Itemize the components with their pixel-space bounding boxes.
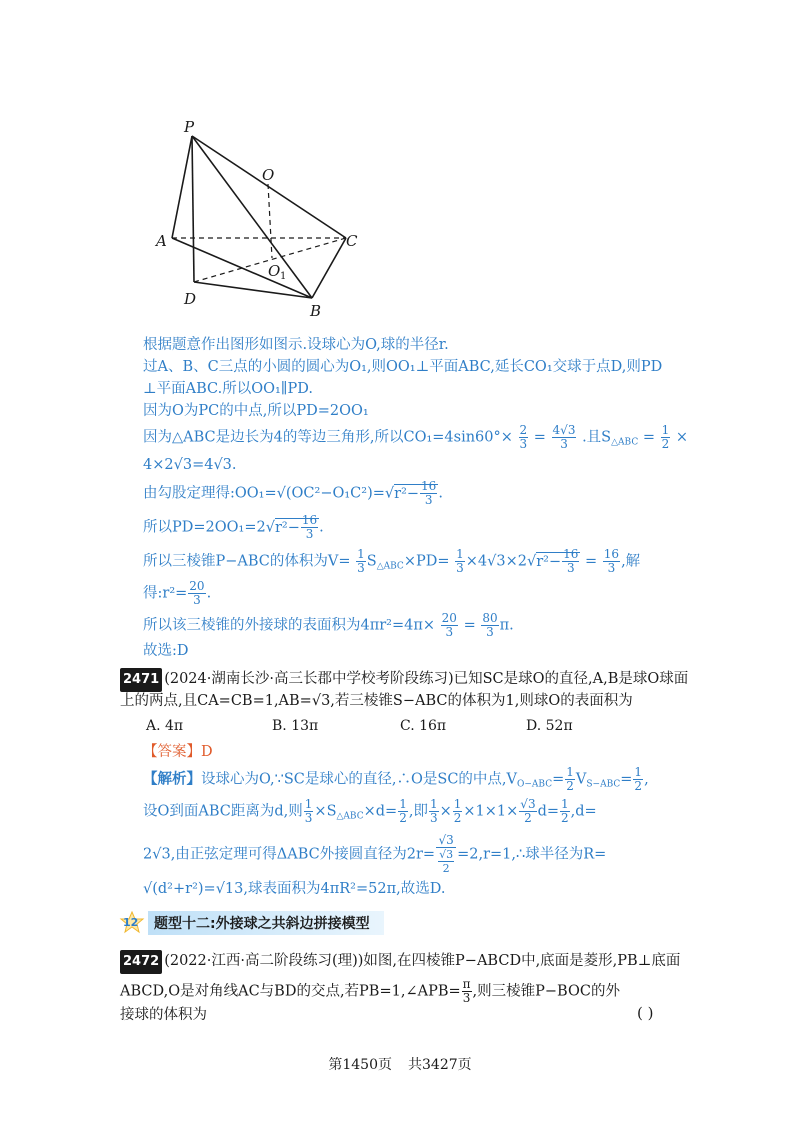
fraction-2-3: $\frac{2}{3}$	[519, 423, 528, 451]
question-2472-line-1: 2472 (2022·江西·高二阶段练习(理))如图,在四棱锥P−ABCD中,底面是菱形,PB⊥底面	[120, 950, 690, 974]
fraction-1-2: $\frac{1}{2}$	[661, 423, 670, 451]
page-footer	[0, 1054, 800, 1074]
solution-line-6: 4×2√3=4√3.	[143, 457, 237, 473]
label-D: D	[184, 290, 197, 308]
solution-line-11: 所以该三棱锥的外接球的表面积为4πr²=4π× $\frac{20}{3}$ = $\frac{80}{3}$ π.	[143, 611, 514, 639]
option-d: D. 52π	[526, 718, 573, 734]
solution-line-9: 所以三棱锥P−ABC的体积为V= $\frac{1}{3}$ $S_{\triangle ABC}\times PD=$ $\frac{1}{3}$ ×4√3×2√r²− $\frac{16}{3}$ = $\frac{16}{3}$ ,解	[143, 547, 641, 575]
solution-line-12: 故选:D	[143, 643, 189, 659]
segment-OO1	[268, 184, 272, 258]
analysis-line-4: √(d²+r²)=√13,球表面积为4πR²=52π,故选D.	[143, 881, 446, 897]
edge-PB	[192, 136, 312, 298]
answer-line	[143, 740, 213, 761]
question-number-badge: 2472	[120, 950, 162, 974]
analysis-line-1: 【解析】设球心为O,∵SC是球心的直径,∴O是SC的中点$,V_{O-ABC}=$ $\frac{1}{2}$ $V_{S-ABC}=$ $\frac{1}{2}$ ,	[143, 765, 649, 793]
solution-line-1: 根据题意作出图形如图示.设球心为O,球的半径r.	[143, 337, 449, 353]
option-b: B. 13π	[272, 718, 319, 734]
question-2471-line-1: 2471 (2024·湖南长沙·高三长郡中学校考阶段练习)已知SC是球O的直径,A,B是球O球面	[120, 668, 690, 692]
solution-line-2: 过A、B、C三点的小圆的圆心为O₁,则OO₁⊥平面ABC,延长CO₁交球于点D,则PD	[143, 359, 663, 375]
question-2471-line-2: 上的两点,且CA=CB=1,AB=√3,若三棱锥S−ABC的体积为1,则球O的表面积为	[120, 693, 633, 709]
solution-line-8: 所以PD=2OO₁=2√r²− $\frac{16}{3}$ .	[143, 513, 324, 541]
analysis-line-2: 设O到面ABC距离为d,则 $\frac{1}{3}$ $\times S_{\triangle ABC}\times d=$ $\frac{1}{2}$ ,即 $\frac{1}{3}$ × $\frac{1}{2}$ ×1×1× $\frac{√3}{2}$ d= $\frac{1}{2}$ ,d=	[143, 797, 597, 825]
option-c: C. 16π	[400, 718, 447, 734]
label-A: A	[156, 232, 167, 250]
edge-PA	[172, 136, 192, 238]
answer-blank: ( )	[637, 1004, 654, 1022]
option-a: A. 4π	[146, 718, 184, 734]
solution-line-10: 得:r²= $\frac{20}{3}$ .	[143, 579, 212, 607]
edge-CB	[312, 238, 346, 298]
label-O: O	[262, 166, 275, 184]
analysis-line-3: 2√3,由正弦定理可得ΔABC外接圆直径为2r= $\frac{√3}{\frac{√3}{2}}$ =2,r=1,∴球半径为R=	[143, 833, 607, 875]
question-number-badge: 2471	[120, 668, 162, 692]
label-P: P	[184, 118, 195, 136]
page-total: 共3427页	[408, 1057, 472, 1073]
solution-line-5: 因为△ABC是边长为4的等边三角形,所以CO₁=4sin60°× $\frac{2}{3}$ = $\frac{4√3}{3}$ .且$S_{\triangle ABC}$ = $\frac{1}{2}$ ×	[143, 423, 688, 451]
edge-PD	[192, 136, 194, 282]
label-C: C	[346, 232, 358, 250]
answer-value: D	[201, 744, 213, 760]
page-number: 第1450页	[328, 1057, 392, 1073]
question-2472-line-3: 接球的体积为	[120, 1007, 207, 1023]
pyramid-figure	[150, 112, 370, 332]
label-O1-sub: 1	[280, 271, 287, 282]
question-2472-line-2: ABCD,O是对角线AC与BD的交点,若PB=1,∠APB= $\frac{\pi}{3}$ ,则三棱锥P−BOC的外	[120, 977, 620, 1005]
label-O1: O	[268, 262, 281, 280]
solution-line-4: 因为O为PC的中点,所以PD=2OO₁	[143, 403, 369, 419]
section-title: 题型十二:外接球之共斜边拼接模型	[148, 911, 384, 935]
section-header	[118, 910, 384, 936]
star-badge-icon: 12	[118, 911, 146, 935]
answer-tag: 【答案】	[143, 744, 201, 760]
label-B: B	[310, 302, 322, 320]
fraction-4sqrt3-3: $\frac{4√3}{3}$	[552, 423, 576, 451]
solution-line-3: ⊥平面ABC.所以OO₁∥PD.	[143, 381, 313, 397]
solution-line-7: 由勾股定理得:OO₁=√(OC²−O₁C²)=√r²− $\frac{16}{3}$ .	[143, 479, 443, 507]
edge-PC	[192, 136, 346, 238]
